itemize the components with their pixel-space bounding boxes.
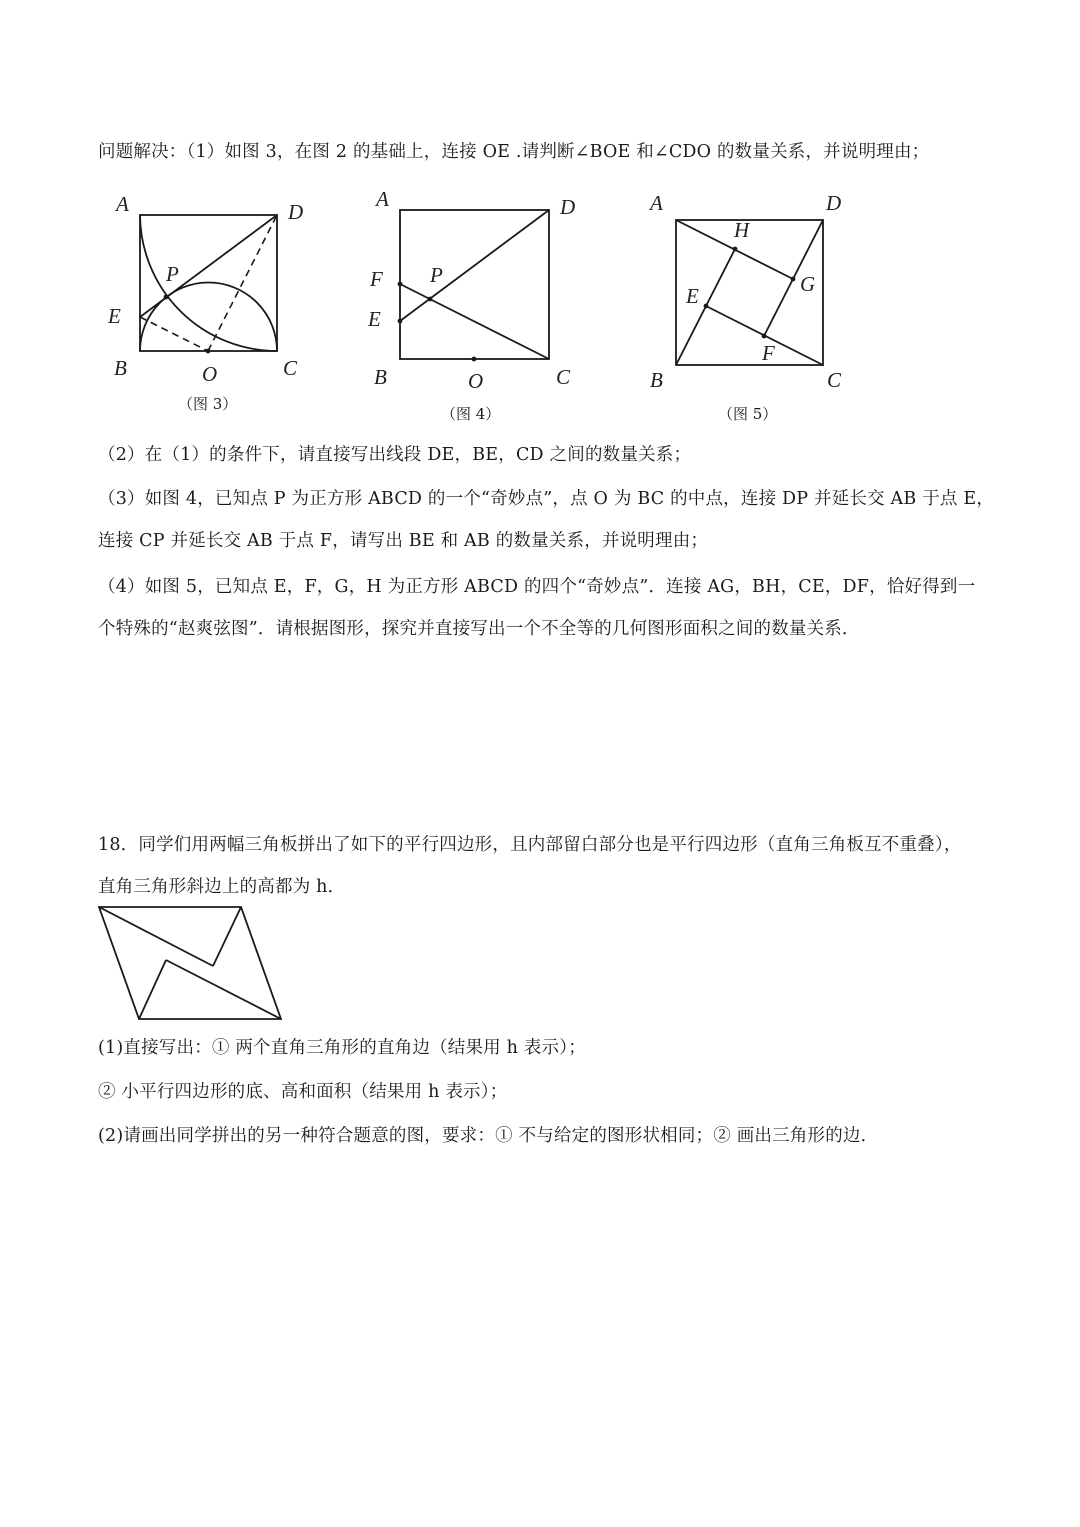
q17-part4-line1: （4）如图 5，已知点 E，F，G，H 为正方形 ABCD 的四个“奇妙点”．连接 AG，BH，CE，DF，恰好得到一: [98, 577, 976, 597]
q17-part2: （2）在（1）的条件下，请直接写出线段 DE，BE，CD 之间的数量关系；: [98, 445, 692, 465]
fig3-label-B: B: [114, 356, 127, 380]
q18-part1b: ② 小平行四边形的底、高和面积（结果用 h 表示）；: [98, 1082, 508, 1102]
fig3-label-O: O: [202, 362, 218, 386]
q18-part2: (2)请画出同学拼出的另一种符合题意的图，要求：① 不与给定的图形状相同；② 画出三角形的边．: [98, 1126, 879, 1146]
fig5-label-H: H: [734, 218, 750, 242]
fig4-label-B: B: [374, 365, 387, 389]
fig4-label-C: C: [556, 365, 571, 389]
q18-part1a: (1)直接写出：① 两个直角三角形的直角边（结果用 h 表示）；: [98, 1038, 586, 1058]
fig5-label-F: F: [762, 341, 775, 365]
fig5-label-D: D: [826, 191, 842, 215]
fig5-label-G: G: [800, 272, 816, 296]
q17-intro: 问题解决：（1）如图 3，在图 2 的基础上，连接 OE .请判断∠BOE 和∠CDO 的数量关系，并说明理由；: [98, 142, 930, 162]
q18-line2: 直角三角形斜边上的高都为 h．: [98, 877, 346, 897]
figure-4: [362, 180, 592, 395]
fig4-caption: （图 4）: [441, 405, 501, 423]
parallelogram-figure: [96, 904, 286, 1024]
fig3-label-C: C: [283, 356, 298, 380]
fig3-label-A: A: [116, 192, 129, 216]
fig5-caption: （图 5）: [718, 405, 778, 423]
q17-part3-line1: （3）如图 4，已知点 P 为正方形 ABCD 的一个“奇妙点”，点 O 为 BC 的中点，连接 DP 并延长交 AB 于点 E，: [98, 489, 995, 509]
fig3-caption: （图 3）: [178, 395, 238, 413]
fig4-label-F: F: [370, 267, 383, 291]
q17-part3-line2: 连接 CP 并延长交 AB 于点 F，请写出 BE 和 AB 的数量关系，并说明理由；: [98, 531, 709, 551]
fig5-label-C: C: [827, 368, 842, 392]
fig4-label-A: A: [376, 187, 389, 211]
fig4-label-O: O: [468, 369, 484, 393]
fig4-label-P: P: [430, 263, 443, 287]
q17-part4-line2: 个特殊的“赵爽弦图”．请根据图形，探究并直接写出一个不全等的几何图形面积之间的数量关系．: [98, 619, 860, 639]
fig4-label-E: E: [368, 307, 381, 331]
fig3-label-E: E: [108, 304, 121, 328]
figure-3: [100, 185, 320, 390]
fig5-label-B: B: [650, 368, 663, 392]
figure-5: [640, 185, 870, 395]
fig5-label-E: E: [686, 284, 699, 308]
fig5-label-A: A: [650, 191, 663, 215]
fig3-label-P: P: [166, 262, 179, 286]
fig3-label-D: D: [288, 200, 304, 224]
fig4-label-D: D: [560, 195, 576, 219]
q18-line1: 18．同学们用两幅三角板拼出了如下的平行四边形，且内部留白部分也是平行四边形（直角三角板互不重叠），: [98, 835, 962, 855]
